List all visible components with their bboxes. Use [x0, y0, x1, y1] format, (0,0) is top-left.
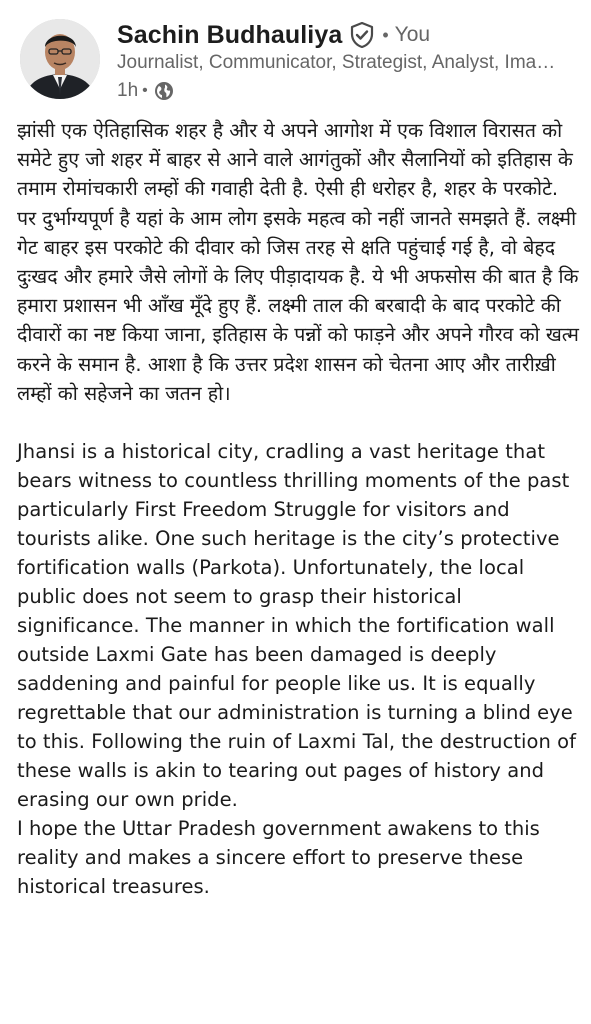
post-time: 1h — [117, 80, 139, 101]
relation-label: You — [394, 23, 431, 46]
post-text-english: Jhansi is a historical city, cradling a vast heritage that bears witness to countless thrilling moments of the past particularly First Freedom Struggle for visitors and tourists alike. One such heritage is the city’s protective fortification walls (Parkota). Unfortunately, the local public does not seem to grasp their historical significance. The manner in which the fortification wall outside Laxmi Gate has been damaged is deeply saddening and painful for people like us. It is equally regrettable that our administration is turning a blind eye to this. Following the ruin of Laxmi Tal, the destruction of these walls is akin to tearing out pages of history and erasing our own pride. — [17, 440, 577, 812]
post-body — [17, 116, 582, 901]
separator-dot: • — [382, 24, 389, 45]
post-header — [0, 0, 591, 110]
post-meta — [117, 78, 174, 104]
verified-shield-icon — [350, 22, 374, 48]
author-name-row — [117, 18, 430, 52]
author-headline: Journalist, Communicator, Strategist, Analyst, Ima… — [117, 52, 556, 73]
meta-separator-dot: • — [142, 82, 148, 99]
globe-icon — [154, 81, 174, 101]
avatar[interactable] — [20, 19, 100, 99]
post-text-hindi: झांसी एक ऐतिहासिक शहर है और ये अपने आगोश में एक विशाल विरासत को समेटे हुए जो शहर में बाहर से आने वाले आगंतुकों और सैलानियों को इतिहास के तमाम रोमांचकारी लम्हों की गवाही देती है. ऐसी ही धरोहर है, शहर के परकोटे. पर दुर्भाग्यपूर्ण है यहां के आम लोग इसके महत्व को नहीं जानते समझते हैं. लक्ष्मी गेट बाहर इस परकोटे की दीवार को जिस तरह से क्षति पहुंचाई गई है, वो बेहद दुःखद और हमारे जैसे लोगों के लिए पीड़ादायक है. ये भी अफसोस की बात है कि हमारा प्रशासन भी आँख मूँदे हुए हैं. लक्ष्मी ताल की बरबादी के बाद परकोटे की दीवारों का नष्ट किया जाना, इतिहास के पन्नों को फाड़ने और अपने गौरव को खत्म करने के समान है. आशा है कि उत्तर प्रदेश शासन को चेतना आए और तारीख़ी लम्हों को सहेजने का जतन हो। — [17, 119, 579, 405]
author-name[interactable]: Sachin Budhauliya — [117, 20, 343, 49]
post-text-english-closing: I hope the Uttar Pradesh government awakens to this reality and makes a sincere effort to preserve these historical treasures. — [17, 817, 540, 899]
